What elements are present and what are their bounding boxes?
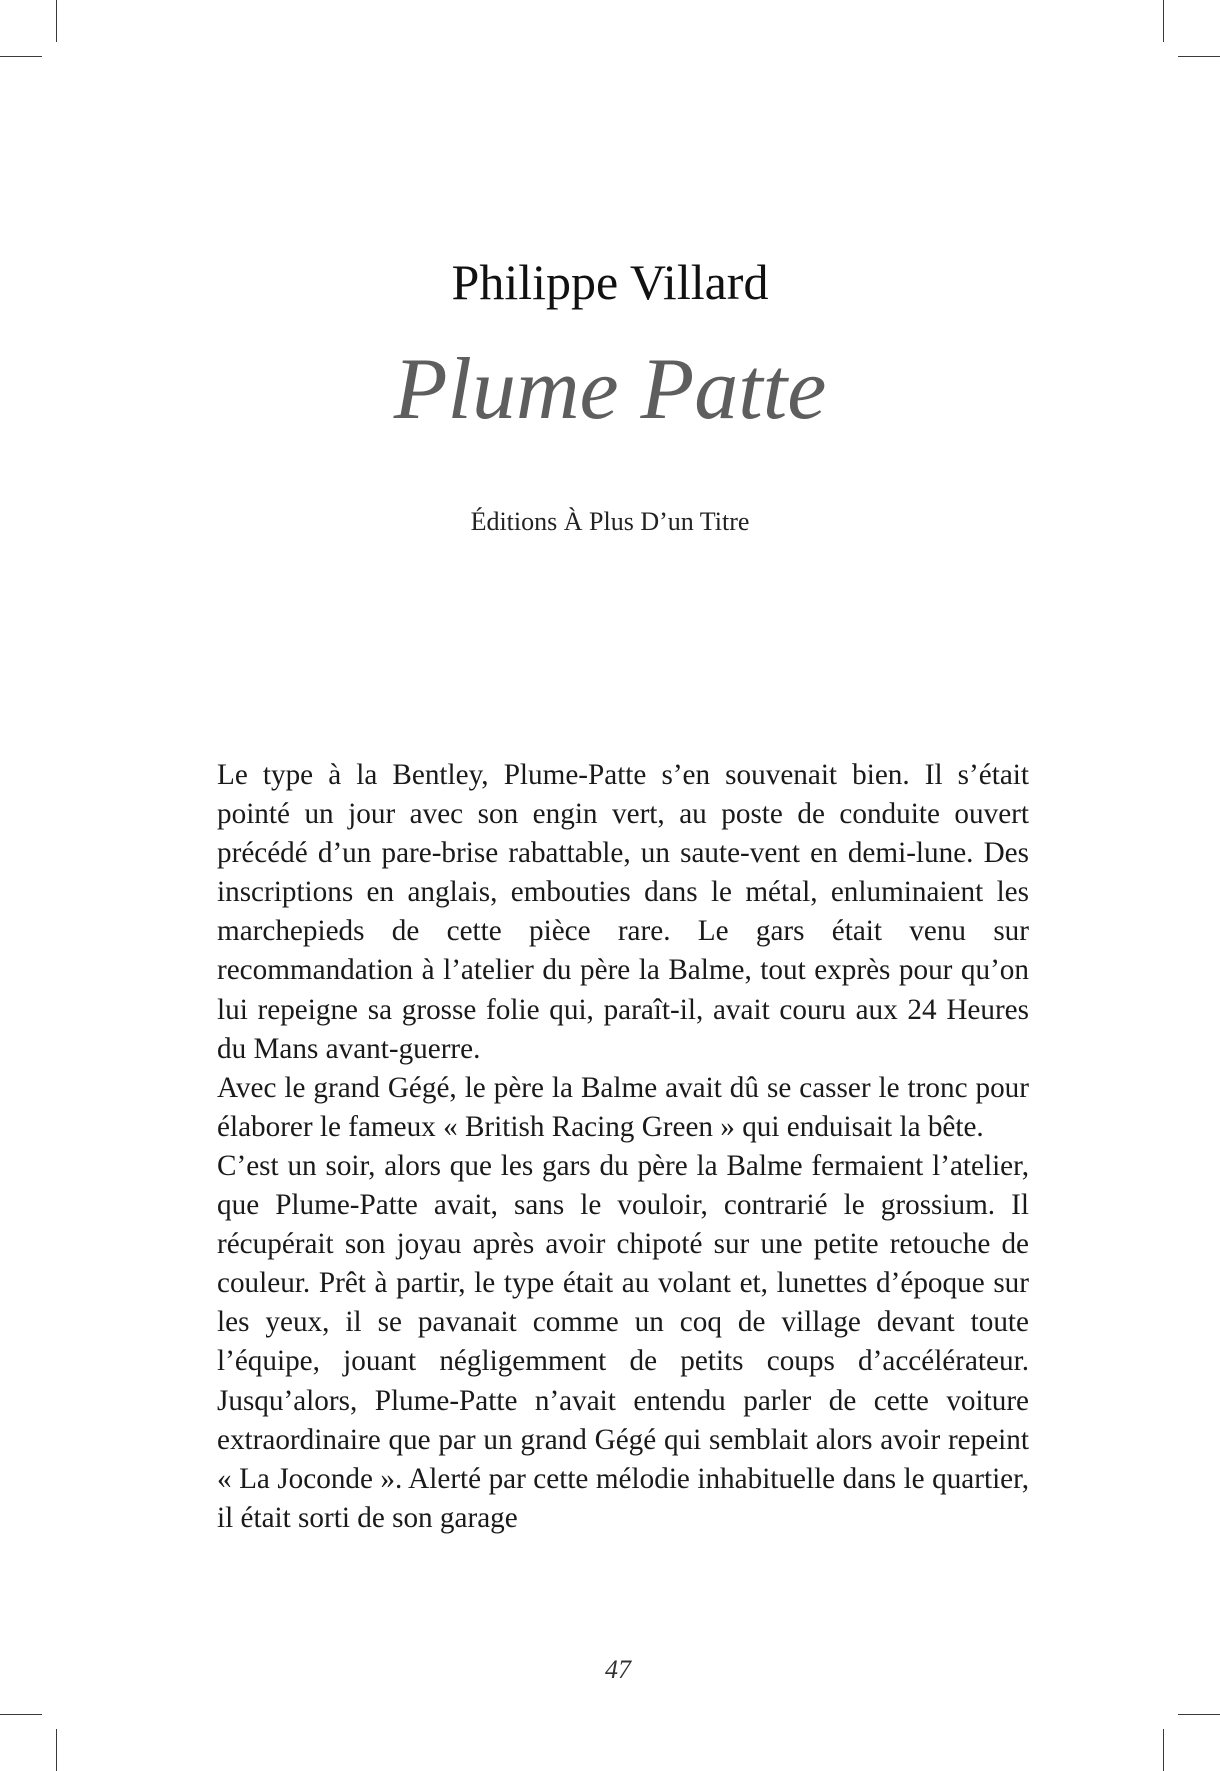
crop-mark-top-left-vertical	[56, 0, 57, 42]
page-number: 47	[605, 1655, 631, 1684]
crop-mark-bottom-left-vertical	[56, 1729, 57, 1771]
crop-mark-bottom-left-horizontal	[0, 1714, 42, 1715]
crop-mark-top-right-horizontal	[1178, 56, 1220, 57]
crop-mark-bottom-right-vertical	[1163, 1729, 1164, 1771]
paragraph: C’est un soir, alors que les gars du père la Balme fermaient l’atelier, que Plume-Patte avait, sans le vouloir, contrarié le grossium. Il récupérait son joyau après avoir chipoté sur une petite retouche de couleur. Prêt à partir, le type était au volant et, lunettes d’époque sur les yeux, il se pavanait comme un coq de village devant toute l’équipe, jouant négligemment de petits coups d’accélérateur. Jusqu’alors, Plume-Patte n’avait entendu parler de cette voiture extraordinaire que par un grand Gégé qui semblait alors avoir repeint « La Joconde ». Alerté par cette mélodie inhabituelle dans le quartier, il était sorti de son garage	[217, 1149, 1029, 1534]
paragraph: Avec le grand Gégé, le père la Balme avait dû se casser le tronc pour élaborer le fameux « British Racing Green » qui enduisait la bête.	[217, 1071, 1029, 1143]
publisher-name: Éditions À Plus D’un Titre	[470, 507, 750, 536]
book-title: Plume Patte	[393, 341, 827, 438]
crop-mark-top-right-vertical	[1163, 0, 1164, 42]
paragraph: Le type à la Bentley, Plume-Patte s’en souvenait bien. Il s’était pointé un jour avec son engin vert, au poste de conduite ouvert précédé d’un pare-brise rabattable, un saute-vent en demi-lune. Des inscriptions en anglais, embouties dans le métal, enluminaient les marchepieds de cette pièce rare. Le gars était venu sur recommandation à l’atelier du père la Balme, tout exprès pour qu’on lui repeigne sa grosse folie qui, paraît-il, avait couru aux 24 Heures du Mans avant-guerre.	[217, 759, 1029, 1065]
crop-mark-top-left-horizontal	[0, 56, 42, 57]
crop-mark-bottom-right-horizontal	[1178, 1714, 1220, 1715]
body-text	[217, 756, 1029, 1538]
author-name: Philippe Villard	[451, 254, 769, 310]
